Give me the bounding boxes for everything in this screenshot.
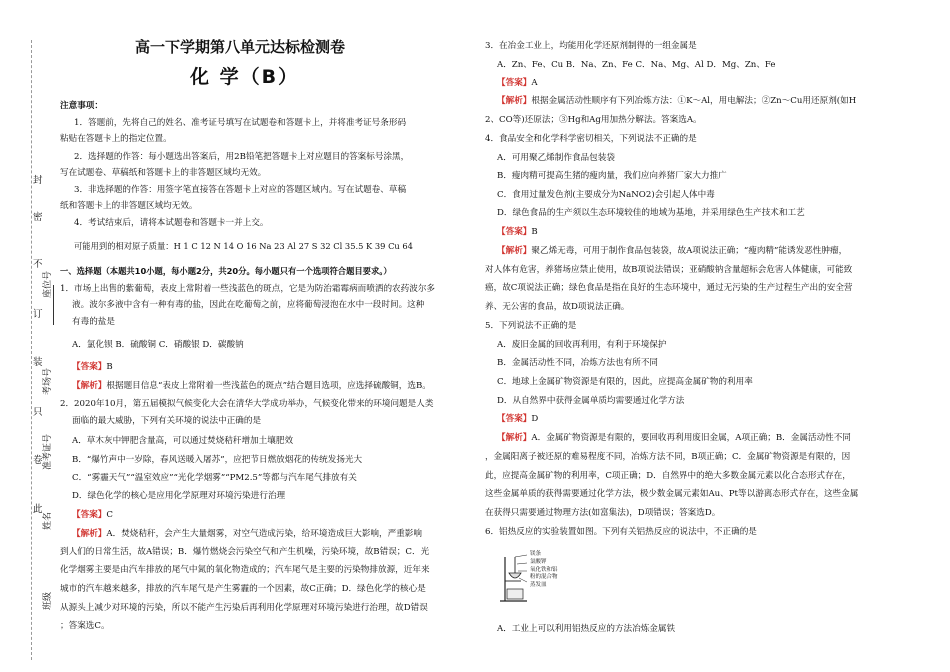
q2-explanation: 从源头上减少对环境的污染，所以不能产生污染后再利用化学原理对环境污染进行治理，故D错误 <box>60 603 428 613</box>
exam-title: 高一下学期第八单元达标检测卷 <box>135 38 346 56</box>
seal-char: 只 <box>33 407 43 418</box>
seal-char: 封 <box>33 175 43 186</box>
explanation-tag: 【解析】 <box>497 96 532 106</box>
q4-answer: B <box>531 227 538 237</box>
seat-label: 座位号 <box>43 270 53 298</box>
q1-stem: 有毒的盐是 <box>72 317 115 327</box>
q6-stem: 6．铝热反应的实验装置如图。下列有关铝热反应的说法中，不正确的是 <box>485 527 757 537</box>
note-3: 3．非选择题的作答：用签字笔直接答在答题卡上对应的答题区域内。写在试题卷、草稿 <box>74 185 407 195</box>
q2-option-a: A．草木灰中钾肥含量高，可以通过焚烧秸秆增加土壤肥效 <box>72 436 294 446</box>
seal-char: 此 <box>33 504 43 515</box>
q3-options: A．Zn、Fe、Cu B．Na、Zn、Fe C．Na、Mg、Al D．Mg、Zn、Fe <box>497 60 776 70</box>
q1-options: A．氯化钡 B．硫酸铜 C．硝酸银 D．碳酸钠 <box>72 340 244 350</box>
q4-option-c: C．食用过量发色剂(主要成分为NaNO2)会引起人体中毒 <box>497 190 715 200</box>
answer-tag: 【答案】 <box>72 362 107 372</box>
q4-explanation: 养、无公害的食品，故D项说法正确。 <box>485 302 630 312</box>
q2-stem: 面临的最大威胁，下列有关环境的说法中正确的是 <box>72 416 262 426</box>
ticket-label: 准考证号 <box>43 433 53 470</box>
q2-option-b: B．“爆竹声中一岁除，春风送暖入屠苏”，应把节日燃放烟花的传统发扬光大 <box>72 455 363 465</box>
answer-tag: 【答案】 <box>72 510 107 520</box>
q5-option-d: D．从自然界中获得金属单质均需要通过化学方法 <box>497 396 685 406</box>
note-2-cont: 写在试题卷、草稿纸和答题卡上的非答题区域均无效。 <box>60 168 267 178</box>
note-2: 2．选择题的作答：每小题选出答案后，用2B铅笔把答题卡上对应题目的答案标号涂黑， <box>74 152 410 162</box>
subject-title: 化 学（B） <box>190 66 300 88</box>
note-3-cont: 纸和答题卡上的非答题区域均无效。 <box>60 201 198 211</box>
seal-char: 不 <box>33 259 43 270</box>
answer-tag: 【答案】 <box>497 227 532 237</box>
q4-option-b: B．瘦肉精可提高生猪的瘦肉量，我们应向养猪厂家大力推广 <box>497 171 727 181</box>
q4-option-a: A．可用聚乙烯制作食品包装袋 <box>497 153 615 163</box>
fig-label-mixture: 氧化铁和铝 <box>530 567 558 573</box>
seal-char: 订 <box>33 309 43 320</box>
q1-stem: 液。波尔多液中含有一种有毒的盐，因此在吃葡萄之前，应将葡萄浸泡在水中一段时间。这种 <box>72 300 425 310</box>
q3-explanation: 2、CO等)还原法；③Hg和Ag用加热分解法。答案选A。 <box>485 115 702 125</box>
class-label: 班级 <box>43 591 53 610</box>
q5-explanation: ，金属阳离子被还原的难易程度不同，冶炼方法不同，B项正确；C．金属矿物资源是有限的，因 <box>485 452 851 462</box>
q4-stem: 4．食品安全和化学科学密切相关，下列说法不正确的是 <box>485 134 697 144</box>
q4-explanation: 癌，故C项说法正确；绿色食品是指在良好的生态环境中，通过无污染的生产过程生产出的安全营 <box>485 283 853 293</box>
q5-option-a: A．废旧金属的回收再利用，有利于环境保护 <box>497 340 667 350</box>
q3-stem: 3．在冶金工业上，均能用化学还原剂制得的一组金属是 <box>485 41 697 51</box>
name-label: 姓名 <box>43 511 53 530</box>
seal-char: 卷 <box>33 455 43 466</box>
answer-tag: 【答案】 <box>497 414 532 424</box>
exam-room-label: 考场号 <box>43 367 53 395</box>
q2-explanation: ；答案选C。 <box>60 621 110 631</box>
explanation-tag: 【解析】 <box>497 246 532 256</box>
q5-explanation: 这些金属单质的获得需要通过化学方法，极少数金属元素如Au、Pt等以游离态形式存在，这些金属 <box>485 489 859 499</box>
q5-explanation: 在获得只需要通过物理方法(如富集法)，D项错误；答案选D。 <box>485 508 721 518</box>
q3-answer: A <box>531 78 538 88</box>
q5-option-c: C．地球上金属矿物资源是有限的，因此，应提高金属矿物的利用率 <box>497 377 753 387</box>
fig-label-kclo3: 氯酸钾 <box>530 559 547 565</box>
fig-label-mixture: 粉的混合物 <box>530 574 558 580</box>
q5-option-b: B．金属活动性不同，冶炼方法也有所不同 <box>497 358 659 368</box>
q4-option-d: D．绿色食品的生产须以生态环境较佳的地域为基地，并采用绿色生产技术和工艺 <box>497 208 805 218</box>
q4-explanation: 对人体有危害，养猪场应禁止使用，故B项说法错误；亚硝酸钠含量超标会危害人体健康，可能致 <box>485 265 853 275</box>
binding-dashed-line <box>31 40 32 660</box>
seal-char: 密 <box>33 212 43 223</box>
q2-explanation: 城市的汽车越来越多，排放的汽车尾气是产生雾霾的一个因素，故C正确；D．绿色化学的核心是 <box>60 584 426 594</box>
q2-option-c: C．“雾霾天气”“温室效应”“光化学烟雾”“PM2.5”等都与汽车尾气排放有关 <box>72 473 357 483</box>
q1-stem: 1．市场上出售的紫葡萄，表皮上常附着一些浅蓝色的斑点，它是为防治霜霉病而喷洒的农药波尔多 <box>60 284 436 294</box>
q2-stem: 2．2020年10月，第五届模拟气候变化大会在清华大学成功举办，气候变化带来的环境问题是人类 <box>60 399 434 409</box>
section-heading: 一、选择题（本题共10小题，每小题2分，共20分。每小题只有一个选项符合题目要求。） <box>60 266 392 276</box>
note-1-cont: 粘贴在答题卡上的指定位置。 <box>60 134 172 144</box>
q5-answer: D <box>531 414 539 424</box>
q5-stem: 5．下列说法不正确的是 <box>485 321 577 331</box>
q3-explanation: 根据金属活动性顺序有下列冶炼方法：①K～Al，用电解法；②Zn～Cu用还原剂(如H <box>531 96 857 106</box>
q2-explanation: A．焚烧秸秆，会产生大量烟雾，对空气造成污染，给环境造成巨大影响，严重影响 <box>106 529 422 539</box>
q1-explanation: 根据题目信息“表皮上常附着一些浅蓝色的斑点”结合题目选项，应选择硫酸铜，选B。 <box>106 381 431 391</box>
note-1: 1．答题前，先将自己的姓名、准考证号填写在试题卷和答题卡上，并将准考证号条形码 <box>74 118 407 128</box>
answer-tag: 【答案】 <box>497 78 532 88</box>
q2-explanation: 化学烟雾主要是由汽车排放的尾气中氮的氧化物造成的；汽车尾气是主要的污染物排放源，近年来 <box>60 565 430 575</box>
q6-option-a: A．工业上可以利用铝热反应的方法冶炼金属铁 <box>497 624 676 634</box>
q4-explanation: 聚乙烯无毒，可用于制作食品包装袋，故A项说法正确；“瘦肉精”能诱发恶性肿瘤， <box>531 246 848 256</box>
fig-label-magnesium: 镁条 <box>530 551 542 557</box>
q2-explanation: 到人们的日常生活，故A错误；B．爆竹燃烧会污染空气和产生机噪，污染环境，故B错误；C．光 <box>60 547 430 557</box>
seal-char: 装 <box>33 357 43 368</box>
q1-answer: B <box>106 362 113 372</box>
explanation-tag: 【解析】 <box>72 381 107 391</box>
atomic-masses: 可能用到的相对原子质量：H 1 C 12 N 14 O 16 Na 23 Al 27 S 32 Cl 35.5 K 39 Cu 64 <box>74 241 413 251</box>
q2-option-d: D．绿色化学的核心是应用化学原理对环境污染进行治理 <box>72 491 286 501</box>
notes-heading: 注意事项： <box>60 101 103 111</box>
explanation-tag: 【解析】 <box>497 433 532 443</box>
fig-label-dish: 蒸发皿 <box>530 582 547 588</box>
explanation-tag: 【解析】 <box>72 529 107 539</box>
q5-explanation: 此，应提高金属矿物的利用率，C项正确；D．自然界中的绝大多数金属元素以化合态形式存在， <box>485 471 851 481</box>
q5-explanation: A．金属矿物资源是有限的，要回收再利用废旧金属，A项正确；B．金属活动性不同 <box>531 433 851 443</box>
note-4: 4．考试结束后，请将本试题卷和答题卡一并上交。 <box>74 218 269 228</box>
q2-answer: C <box>106 510 113 520</box>
